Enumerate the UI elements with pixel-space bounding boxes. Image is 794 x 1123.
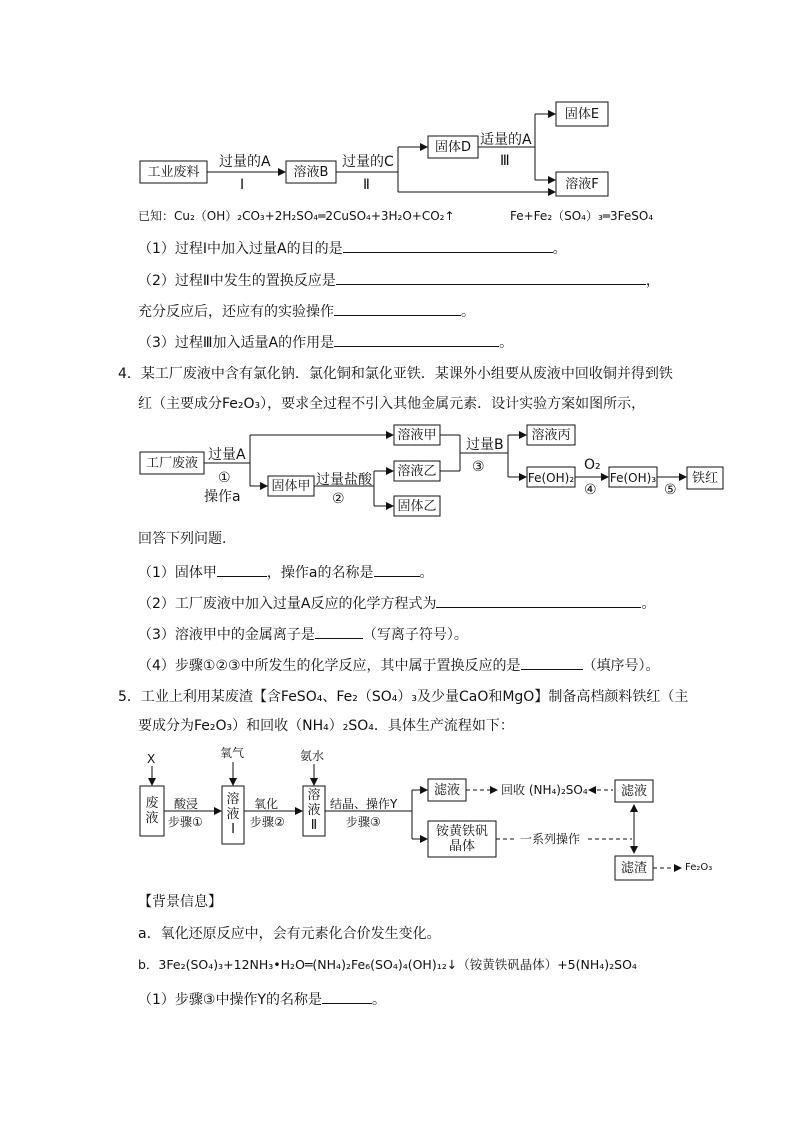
q5-bg-a: a．氧化还原反应中，会有元素化合价发生变化。 bbox=[138, 926, 441, 942]
d3-label-fe2o3: Fe₂O₃ bbox=[685, 862, 713, 873]
d1-box-waste: 工业废料 bbox=[147, 165, 200, 180]
d2-box-feoh3: Fe(OH)₃ bbox=[609, 471, 657, 485]
q3-part2b: 充分反应后，还应有的实验操作 。 bbox=[138, 301, 475, 321]
q4-sub1: （1）固体甲 ，操作a的名称是 。 bbox=[138, 562, 434, 582]
d2-box-solidA: 固体甲 bbox=[271, 479, 311, 494]
q3-part1: （1）过程Ⅰ中加入过量A的目的是 。 bbox=[138, 238, 567, 258]
d3-label-acid: 酸浸 bbox=[174, 797, 199, 811]
q5-bg-title: 【背景信息】 bbox=[138, 894, 222, 910]
answer-blank[interactable] bbox=[315, 624, 363, 639]
d1-box-solF: 溶液F bbox=[565, 177, 599, 192]
d3-box-filtrate: 滤液 bbox=[433, 783, 460, 798]
d2-label-c4: ④ bbox=[584, 482, 597, 498]
d1-label-II-top: 过量的C bbox=[342, 154, 394, 170]
q4-line2: 红（主要成分Fe₂O₃），要求全过程不引入其他金属元素．设计实验方案如图所示， bbox=[138, 396, 646, 412]
known-eq2: Fe+Fe₂（SO₄）₃═3FeSO₄ bbox=[510, 209, 654, 223]
d3-box-crystal: 铵黄铁矾晶体 bbox=[435, 824, 488, 854]
d1-label-III-bot: Ⅲ bbox=[500, 153, 510, 169]
d3-label-step2: 步骤② bbox=[250, 815, 285, 829]
d3-box-waste: 废液 bbox=[145, 796, 159, 826]
d3-label-oxid: 氧化 bbox=[254, 797, 279, 811]
d2-label-A: 过量A bbox=[208, 447, 246, 463]
d3-label-recover: 回收 (NH₄)₂SO₄ bbox=[501, 783, 588, 797]
q5-bg-b: b．3Fe₂(SO₄)₃+12NH₃•H₂O═(NH₄)₂Fe₆(SO₄)₄(OH)₁₂↓（铵黄铁矾晶体）+5(NH₄)₂SO₄ bbox=[138, 957, 637, 972]
q3-part2: （2）过程Ⅱ中发生的置换反应是 ， bbox=[138, 270, 660, 290]
answer-blank[interactable] bbox=[322, 989, 372, 1004]
answer-blank[interactable] bbox=[336, 270, 646, 285]
q5-sub1: （1）步骤③中操作Y的名称是 。 bbox=[138, 989, 386, 1009]
d3-label-nh3: 氨水 bbox=[300, 749, 325, 763]
d1-box-solidD: 固体D bbox=[434, 140, 471, 155]
q4-line1: 4．某工厂废液中含有氯化钠．氯化铜和氯化亚铁．某课外小组要从废液中回收铜并得到铁 bbox=[118, 366, 673, 382]
answer-blank[interactable] bbox=[217, 562, 267, 577]
d2-label-c3: ③ bbox=[472, 459, 485, 475]
d2-box-solB: 溶液乙 bbox=[397, 464, 437, 479]
answer-blank[interactable] bbox=[436, 593, 641, 608]
known-eq1: 已知：Cu₂（OH）₂CO₃+2H₂SO₄═2CuSO₄+3H₂O+CO₂↑ bbox=[138, 209, 455, 223]
q5-line2: 要成分为Fe₂O₃）和回收（NH₄）₂SO₄．具体生产流程如下： bbox=[138, 718, 514, 734]
d2-label-op: 操作a bbox=[204, 489, 241, 505]
answer-blank[interactable] bbox=[374, 562, 420, 577]
q4-sub4: （4）步骤①②③中所发生的化学反应，其中属于置换反应的是 （填序号）。 bbox=[138, 655, 660, 675]
d2-label-B: 过量B bbox=[466, 437, 504, 453]
d2-label-hcl: 过量盐酸 bbox=[316, 472, 372, 488]
d1-box-solidE: 固体E bbox=[564, 107, 600, 122]
d1-label-III-top: 适量的A bbox=[480, 132, 532, 148]
d3-label-step3: 步骤③ bbox=[346, 815, 381, 829]
d2-box-waste: 工厂废液 bbox=[145, 456, 198, 471]
q4-answer-intro: 回答下列问题． bbox=[138, 531, 236, 547]
q5-line1: 5．工业上利用某废渣【含FeSO₄、Fe₂（SO₄）₃及少量CaO和MgO】制备高档颜料铁红（主 bbox=[118, 689, 689, 705]
d1-label-I-bot: Ⅰ bbox=[240, 177, 245, 193]
d3-box-sol2: 溶液Ⅱ bbox=[307, 788, 321, 833]
d2-label-c2: ② bbox=[332, 491, 345, 507]
d2-box-red: 铁红 bbox=[691, 471, 718, 486]
d3-label-cryst: 结晶、操作Y bbox=[330, 797, 398, 811]
answer-blank[interactable] bbox=[521, 655, 583, 670]
d2-box-solA: 溶液甲 bbox=[397, 428, 437, 443]
d3-label-X: X bbox=[147, 752, 156, 766]
d3-label-series: 一系列操作 bbox=[520, 832, 581, 846]
d2-box-solidB: 固体乙 bbox=[397, 499, 437, 514]
q4-sub3: （3）溶液甲中的金属离子是 （写离子符号）。 bbox=[138, 624, 468, 644]
answer-blank[interactable] bbox=[334, 332, 499, 347]
d1-label-II-bot: Ⅱ bbox=[363, 177, 370, 193]
d3-label-o2: 氧气 bbox=[220, 746, 245, 760]
d3-label-step1: 步骤① bbox=[168, 815, 203, 829]
d3-box-residue: 滤渣 bbox=[620, 861, 647, 876]
d2-label-c1: ① bbox=[218, 470, 231, 486]
d3-box-sol1: 溶液Ⅰ bbox=[226, 792, 240, 837]
d1-box-solB: 溶液B bbox=[293, 165, 329, 180]
d2-box-solC: 溶液丙 bbox=[531, 428, 571, 443]
q3-part3: （3）过程Ⅲ加入适量A的作用是 。 bbox=[138, 332, 513, 352]
d2-label-c5: ⑤ bbox=[664, 482, 677, 498]
answer-blank[interactable] bbox=[334, 301, 461, 316]
d2-box-feoh2: Fe(OH)₂ bbox=[527, 471, 575, 485]
answer-blank[interactable] bbox=[343, 238, 553, 253]
q4-sub2: （2）工厂废液中加入过量A反应的化学方程式为 。 bbox=[138, 593, 655, 613]
d2-label-o2: O₂ bbox=[584, 457, 601, 473]
d3-box-filtrate2: 滤液 bbox=[620, 784, 647, 799]
d1-label-I-top: 过量的A bbox=[219, 154, 271, 170]
